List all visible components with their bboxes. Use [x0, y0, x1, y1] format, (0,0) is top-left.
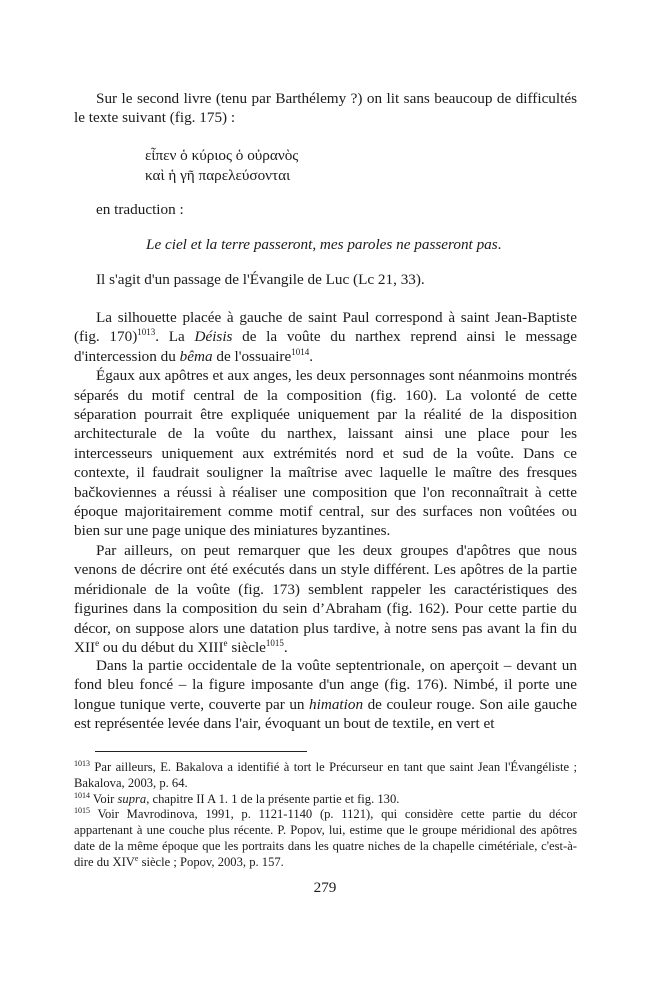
- footnote-text-1014-a: Voir: [90, 791, 118, 806]
- para4-text-a: Dans la partie occidentale de la voûte septentrionale, on aperçoit – devant un fond bleu foncé – la figure imposante d'un ange (fig. 176). Nimbé, il porte une longue tunique verte, couverte par un: [74, 657, 577, 713]
- para3-text-d: .: [283, 638, 288, 656]
- para1-text-d: de l'ossuaire: [212, 347, 292, 365]
- footnote-text-1014-b: , chapitre II A 1. 1 de la présente partie et fig. 130.: [146, 791, 400, 806]
- footnote-ref-1015[interactable]: 1015: [265, 637, 284, 648]
- himation-term: himation: [309, 695, 364, 713]
- supra-term: supra: [117, 791, 147, 806]
- angel-paragraph-block: [74, 656, 577, 734]
- translated-quote: [146, 236, 501, 254]
- quote-text: Le ciel et la terre passeront, mes paroles ne passeront pas: [146, 236, 498, 253]
- footnote-separator: [95, 751, 307, 752]
- bema-term: bêma: [179, 347, 213, 365]
- para1-text-c: de la voûte du narthex reprend ainsi le message d'intercession du: [74, 328, 577, 365]
- para4-text-b: de couleur rouge. Son aile gauche est représentée levée dans l'air, évoquant un bout de textile, en vert et: [74, 695, 578, 733]
- greek-line-2: καὶ ἡ γῆ παρελεύσονται: [145, 166, 291, 184]
- para1-text-a: La silhouette placée à gauche de saint Paul correspond à saint Jean-Baptiste (fig. 170): [74, 309, 577, 346]
- deisis-term: Déisis: [194, 328, 233, 346]
- footnotes: [74, 760, 577, 871]
- intro-text: Sur le second livre (tenu par Barthélemy ?) on lit sans beaucoup de difficultés le texte suivant (fig. 175) :: [74, 90, 577, 127]
- footnote-1014: [74, 792, 577, 808]
- footnote-number-1013: 1013: [74, 758, 90, 768]
- greek-quotation: [145, 146, 298, 185]
- para1-text-b: . La: [155, 328, 195, 346]
- footnote-1015: [74, 807, 577, 870]
- greek-line-1: εἶπεν ὁ κύριος ὁ οὐρανὸς: [145, 147, 299, 164]
- footnote-text-1015-b: siècle ; Popov, 2003, p. 157.: [138, 854, 284, 869]
- translation-label: en traduction :: [96, 201, 184, 218]
- para3-text-c: siècle: [227, 638, 266, 656]
- footnote-ref-1014[interactable]: 1014: [291, 346, 310, 357]
- paragraph-apostle-groups: [74, 541, 577, 657]
- footnote-number-1015: 1015: [74, 806, 90, 816]
- para1-text-e: .: [309, 347, 314, 365]
- footnote-text-1015-a: Voir Mavrodinova, 1991, p. 1121-1140 (p. 1121), qui considère cette partie du décor appartenant à une couche plus récente. P. Popov, lui, estime que le groupe méridional des apôtres date de la même époque que les portraits dans les quatre niches de la chapelle cimétériale, c'est-à-dire du XIV: [74, 807, 577, 869]
- century-sup-2: e: [223, 637, 228, 648]
- paragraph-deisis: [74, 308, 577, 366]
- para3-text-a: Par ailleurs, on peut remarquer que les deux groupes d'apôtres que nous venons de décrire ont été exécutés dans un style différent. Les apôtres de la partie méridionale de la voûte (fig. 173) semblent rappeler les caractéristiques des figurines dans la composition du sein d’Abraham (fig. 162). Pour cette partie du décor, on suppose alors une datation plus tardive, à notre sens pas avant la fin du XII: [74, 541, 577, 656]
- page-number: 279: [313, 879, 337, 896]
- footnote-1013: [74, 760, 577, 792]
- quote-end: .: [497, 236, 502, 253]
- century-sup-3: e: [134, 853, 139, 863]
- main-text-block: [74, 308, 577, 657]
- century-sup-1: e: [95, 637, 100, 648]
- intro-paragraph: [74, 89, 577, 128]
- footnote-number-1014: 1014: [74, 790, 90, 800]
- footnote-text-1013: Par ailleurs, E. Bakalova a identifié à tort le Précurseur en tant que saint Jean l'Évangéliste ; Bakalova, 2003, p. 64.: [74, 760, 577, 790]
- para3-text-b: ou du début du XIII: [99, 638, 224, 656]
- luke-reference: Il s'agit d'un passage de l'Évangile de Luc (Lc 21, 33).: [96, 271, 425, 288]
- paragraph-apostles-angels: Égaux aux apôtres et aux anges, les deux personnages sont néanmoins montrés séparés du motif central de la composition (fig. 160). La volonté de cette séparation pourrait être expliquée uniquement par la réalité de la disposition architecturale de la voûte du narthex, laissant ainsi une place pour les intercesseurs uniquement aux extrémités nord et sud de la voûte. Dans ce contexte, il faudrait souligner la maîtrise avec laquelle le maître des fresques bačkoviennes a réussi à réaliser une composition que l'on reconnaîtrait à cette époque majoritairement comme motif central, sur des surfaces non voûtées ou bien sur une page unique des miniatures byzantines.: [74, 367, 577, 540]
- paragraph-angel: [74, 656, 577, 734]
- footnote-ref-1013[interactable]: 1013: [137, 327, 156, 338]
